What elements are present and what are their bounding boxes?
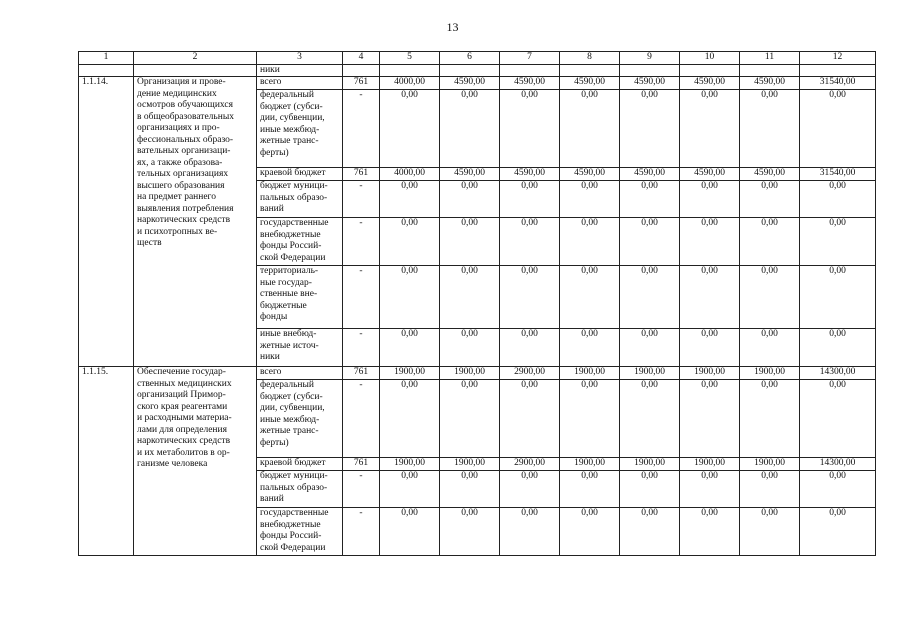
year-value: 0,00 [380,218,440,266]
funding-source: краевой бюджет [257,458,343,471]
funding-source: бюджет муници- пальных образо- ваний [257,181,343,218]
column-number-11: 11 [740,52,800,65]
year-value: 1900,00 [620,367,680,380]
column-number-1: 1 [79,52,134,65]
budget-code: - [343,380,380,458]
column-number-8: 8 [560,52,620,65]
budget-code: - [343,266,380,329]
column-number-10: 10 [680,52,740,65]
year-value: 1900,00 [440,367,500,380]
year-value: 0,00 [500,471,560,508]
year-value: 0,00 [740,508,800,556]
continuation-row [79,64,876,77]
budget-code: - [343,181,380,218]
year-value: 0,00 [680,181,740,218]
total-value: 0,00 [800,329,876,367]
year-value: 0,00 [680,218,740,266]
year-value: 4590,00 [680,77,740,90]
item-description: Организация и прове- дение медицинских осмотров обучающихся в общеобразовательных организациях и про- фессиональных образо- вательных организаци- ях, а также образова- тельных организациях высшего образования на предмет раннего выявления потребления наркотических средств и психотропных ве- ществ [134,77,257,367]
column-number-5: 5 [380,52,440,65]
year-value: 0,00 [560,471,620,508]
empty-cell [380,64,440,77]
year-value: 0,00 [380,508,440,556]
budget-code: 761 [343,77,380,90]
year-value: 0,00 [440,266,500,329]
year-value: 4590,00 [740,77,800,90]
year-value: 0,00 [740,380,800,458]
year-value: 0,00 [620,181,680,218]
year-value: 4590,00 [560,77,620,90]
column-number-9: 9 [620,52,680,65]
year-value: 4590,00 [620,77,680,90]
year-value: 0,00 [620,329,680,367]
year-value: 0,00 [680,380,740,458]
year-value: 0,00 [560,266,620,329]
year-value: 0,00 [560,329,620,367]
funding-source: всего [257,77,343,90]
budget-code: - [343,471,380,508]
empty-cell [560,64,620,77]
item-description: Обеспечение государ- ственных медицинских организаций Примор- ского края реагентами и расходными материа- лами для определения наркотических средств и их метаболитов в ор- ганизме человека [134,367,257,556]
year-value: 0,00 [500,380,560,458]
column-number-12: 12 [800,52,876,65]
year-value: 0,00 [560,218,620,266]
empty-cell [500,64,560,77]
year-value: 0,00 [440,329,500,367]
year-value: 4590,00 [560,168,620,181]
year-value: 0,00 [680,266,740,329]
funding-source: краевой бюджет [257,168,343,181]
funding-source: территориаль- ные государ- ственные вне- бюджетные фонды [257,266,343,329]
column-number-2: 2 [134,52,257,65]
year-value: 1900,00 [740,458,800,471]
total-value: 0,00 [800,181,876,218]
year-value: 4590,00 [740,168,800,181]
column-number-6: 6 [440,52,500,65]
year-value: 0,00 [560,380,620,458]
total-value: 0,00 [800,471,876,508]
empty-cell [680,64,740,77]
year-value: 2900,00 [500,367,560,380]
year-value: 0,00 [500,218,560,266]
budget-code: - [343,90,380,168]
year-value: 0,00 [740,218,800,266]
year-value: 1900,00 [380,367,440,380]
year-value: 0,00 [560,181,620,218]
column-number-3: 3 [257,52,343,65]
funding-source: бюджет муници- пальных образо- ваний [257,471,343,508]
year-value: 0,00 [620,218,680,266]
empty-cell [620,64,680,77]
year-value: 0,00 [620,266,680,329]
year-value: 0,00 [380,471,440,508]
budget-code: - [343,218,380,266]
year-value: 0,00 [380,329,440,367]
budget-code: - [343,329,380,367]
budget-code: 761 [343,367,380,380]
year-value: 4590,00 [440,168,500,181]
empty-cell [740,64,800,77]
year-value: 0,00 [440,508,500,556]
year-value: 0,00 [620,508,680,556]
year-value: 0,00 [680,508,740,556]
year-value: 4000,00 [380,77,440,90]
year-value: 0,00 [500,508,560,556]
year-value: 0,00 [440,471,500,508]
item-code: 1.1.14. [79,77,134,367]
empty-cell [440,64,500,77]
total-value: 0,00 [800,508,876,556]
description-cell [134,64,257,77]
year-value: 4590,00 [500,77,560,90]
empty-cell [800,64,876,77]
empty-cell [343,64,380,77]
year-value: 0,00 [740,90,800,168]
year-value: 1900,00 [680,458,740,471]
year-value: 0,00 [500,181,560,218]
year-value: 0,00 [740,266,800,329]
year-value: 1900,00 [440,458,500,471]
year-value: 0,00 [440,380,500,458]
year-value: 0,00 [500,329,560,367]
year-value: 2900,00 [500,458,560,471]
table-row [79,367,876,380]
year-value: 4590,00 [680,168,740,181]
item-code: 1.1.15. [79,367,134,556]
year-value: 4590,00 [500,168,560,181]
year-value: 0,00 [740,181,800,218]
year-value: 0,00 [500,90,560,168]
year-value: 1900,00 [380,458,440,471]
year-value: 0,00 [380,266,440,329]
total-value: 14300,00 [800,367,876,380]
total-value: 0,00 [800,218,876,266]
year-value: 1900,00 [620,458,680,471]
year-value: 1900,00 [560,367,620,380]
year-value: 0,00 [560,90,620,168]
total-value: 31540,00 [800,168,876,181]
table-row [79,77,876,90]
total-value: 0,00 [800,90,876,168]
column-number-4: 4 [343,52,380,65]
year-value: 0,00 [440,218,500,266]
year-value: 0,00 [680,90,740,168]
budget-code: 761 [343,168,380,181]
funding-source: государственные внебюджетные фонды Россий- ской Федерации [257,508,343,556]
year-value: 4000,00 [380,168,440,181]
funding-source: всего [257,367,343,380]
year-value: 0,00 [680,329,740,367]
funding-source: государственные внебюджетные фонды Россий- ской Федерации [257,218,343,266]
year-value: 0,00 [740,329,800,367]
year-value: 0,00 [680,471,740,508]
year-value: 4590,00 [620,168,680,181]
year-value: 1900,00 [680,367,740,380]
year-value: 1900,00 [740,367,800,380]
year-value: 0,00 [380,181,440,218]
budget-code: - [343,508,380,556]
source-cell: ники [257,64,343,77]
year-value: 0,00 [500,266,560,329]
column-number-row [79,52,876,65]
year-value: 0,00 [620,90,680,168]
year-value: 0,00 [740,471,800,508]
total-value: 31540,00 [800,77,876,90]
funding-source: федеральный бюджет (субси- дии, субвенции, иные межбюд- жетные транс- ферты) [257,380,343,458]
year-value: 0,00 [560,508,620,556]
code-cell [79,64,134,77]
funding-source: федеральный бюджет (субси- дии, субвенции, иные межбюд- жетные транс- ферты) [257,90,343,168]
budget-code: 761 [343,458,380,471]
year-value: 4590,00 [440,77,500,90]
page-number: 13 [446,20,459,34]
year-value: 0,00 [380,380,440,458]
total-value: 0,00 [800,380,876,458]
total-value: 14300,00 [800,458,876,471]
year-value: 0,00 [620,471,680,508]
year-value: 0,00 [620,380,680,458]
year-value: 0,00 [440,90,500,168]
year-value: 1900,00 [560,458,620,471]
budget-table [78,51,876,556]
total-value: 0,00 [800,266,876,329]
funding-source: иные внебюд- жетные источ- ники [257,329,343,367]
year-value: 0,00 [380,90,440,168]
year-value: 0,00 [440,181,500,218]
column-number-7: 7 [500,52,560,65]
